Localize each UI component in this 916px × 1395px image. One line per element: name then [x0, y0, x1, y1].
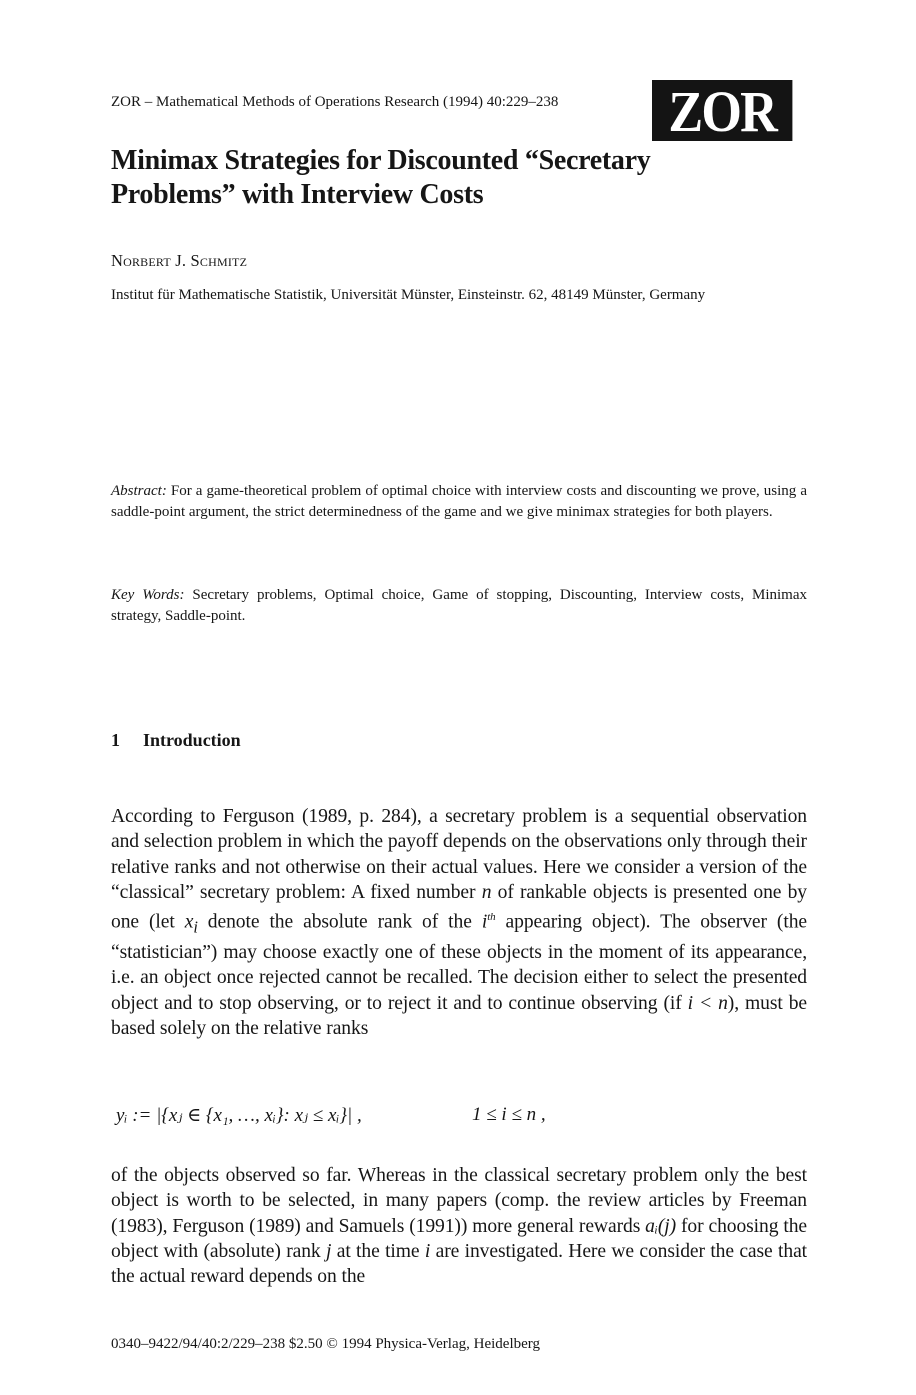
intro-paragraph-1	[111, 804, 807, 1041]
math-n: n	[481, 881, 492, 903]
intro-text: of rankable objects is presented one by one (let	[111, 881, 807, 933]
author-affiliation: Institut für Mathematische Statistik, Universität Münster, Einsteinstr. 62, 48149 Münster, Germany	[111, 287, 706, 303]
copyright-footer: 0340–9422/94/40:2/229–238 $2.50 © 1994 Physica-Verlag, Heidelberg	[111, 1336, 540, 1352]
intro-text: for choosing the object with (absolute) rank	[111, 1215, 807, 1262]
intro-text: at the time	[331, 1240, 425, 1262]
formula-range	[472, 1104, 546, 1126]
intro-paragraph-2	[111, 1163, 807, 1289]
intro-text: denote the absolute rank of the	[197, 911, 482, 933]
math-subscript: i	[193, 917, 198, 937]
math-x: x	[184, 911, 194, 933]
paper-title: Minimax Strategies for Discounted “Secretary Problems” with Interview Costs	[111, 145, 651, 210]
journal-logo: ZOR	[652, 80, 792, 141]
author-name: Norbert J. Schmitz	[111, 251, 248, 270]
intro-text: of the objects observed so far. Whereas in the classical secretary problem only the best object is worth to be selected, in many papers (comp. the review articles by Freeman (1983), Ferguson (1989) and Samuels (1991)) more general rewards	[111, 1165, 807, 1237]
relative-rank-formula	[116, 1104, 546, 1127]
intro-text: ), must be based solely on the relative ranks	[111, 992, 808, 1039]
section-title: Introduction	[143, 730, 241, 750]
math-superscript: th	[487, 911, 496, 924]
journal-citation: ZOR – Mathematical Methods of Operations Research (1994) 40:229–238	[111, 94, 559, 110]
intro-text: are investigated. Here we consider the case that the actual reward depends on the	[111, 1240, 808, 1288]
keywords-label: Key Words:	[111, 587, 185, 603]
abstract-text: For a game-theoretical problem of optimal choice with interview costs and discounting we prove, using a saddle-point argument, the strict determinedness of the game and we give minimax strategies for both players.	[111, 483, 807, 520]
formula-expression: yᵢ := |{xⱼ ∈ {x₁, …, xᵢ}: xⱼ ≤ xᵢ}| ,	[116, 1105, 362, 1126]
math-i: i	[424, 1240, 431, 1262]
abstract	[111, 481, 807, 523]
intro-text: appearing object). The observer (the “statistician”) may choose exactly one of these objects in the moment of its appearance, i.e. an object once rejected cannot be recalled. The decision either to select the presented object and to stop observing, or to reject it and to continue observing (if	[111, 911, 807, 1014]
keywords-text: Secretary problems, Optimal choice, Game of stopping, Discounting, Interview costs, Minimax strategy, Saddle-point.	[111, 587, 807, 624]
math-j: j	[326, 1240, 332, 1262]
keywords	[111, 585, 807, 627]
intro-text: According to Ferguson (1989, p. 284), a secretary problem is a sequential observation and selection problem in which the payoff depends on the observations only through their relative ranks and not otherwise on their actual values. Here we consider a version of the “classical” secretary problem: A fixed number	[111, 806, 807, 903]
section-number: 1	[111, 730, 120, 750]
formula-range-text: 1 ≤ i ≤ n ,	[472, 1104, 546, 1125]
math-condition: i < n	[687, 992, 728, 1014]
math-i: i	[481, 911, 488, 933]
abstract-label: Abstract:	[111, 483, 167, 499]
section-heading	[111, 730, 241, 751]
math-reward: aᵢ(j)	[645, 1215, 677, 1237]
